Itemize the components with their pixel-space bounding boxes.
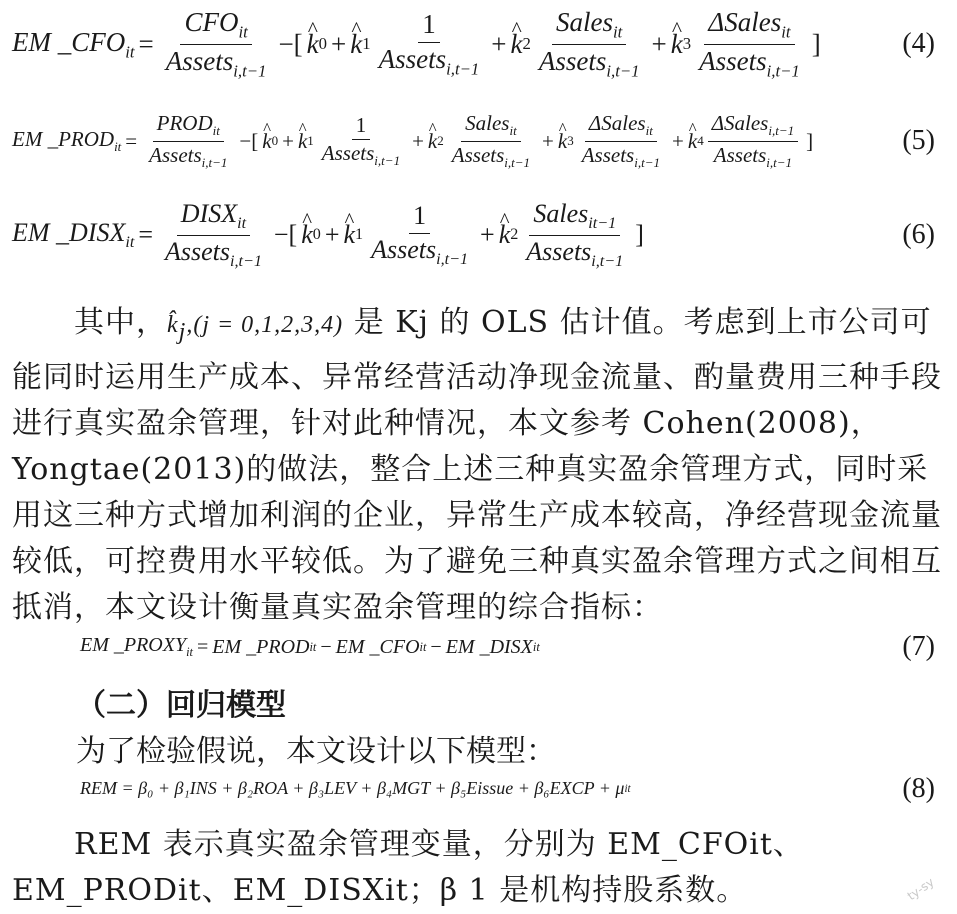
equation-8: REM = β₀ + β₁INS + β₂ROA + β₃LEV + β₄MGT + β₅Eissue + β₆EXCP + μ it (8)	[80, 772, 935, 804]
equation-number-6: (6)	[902, 219, 935, 251]
eq6-lhs: EM $\_DISX_{it}$	[12, 218, 135, 252]
equation-6: EM $\_DISX_{it}$ = $\frac{DISX_{it}}{Assets_{i,t-1}}$ −[ ^ k 0 + ^ k 1 $\frac{1}{Assets_{i,t-1}}$ + ^ k 2 $\frac{Sales_{it-1}}{Assets_{i,t-1}}$ ] (6)	[12, 200, 939, 271]
equation-5: EM $\_PROD_{it}$ = $\frac{PROD_{it}}{Assets_{i,t-1}}$ −[ ^ k 0 + ^ k 1 $\frac{1}{Assets_{i,t-1}}$ + ^ k 2 $\frac{Sales_{it}}{Assets_{i,t-1}}$ + ^ k 3 $\frac{\Delta Sales_{it}}{Assets_{i,t-1}}$ + ^ k 4 $\frac{\Delta Sales_{i,t-1}}{Assets_{i,t-1}}$ ] (5)	[12, 112, 939, 170]
equation-number-8: (8)	[902, 772, 935, 804]
eq5-lhs: EM $\_PROD_{it}$	[12, 126, 122, 155]
section-heading-regression-model: （二）回归模型	[76, 688, 286, 723]
equation-number-7: (7)	[902, 631, 935, 662]
model-intro-text: 为了检验假说，本文设计以下模型：	[76, 734, 556, 769]
paragraph-ols-description	[12, 300, 942, 631]
paragraph-2-text: REM 表示真实盈余管理变量，分别为 EM_CFOit、EM_PRODit、EM_DISXit；β 1 是机构持股系数。	[12, 827, 804, 908]
equation-4: EM $\_CFO_{it}$ = $\frac{CFO_{it}}{Assets_{i,t-1}}$ −[ ^ k 0 + ^ k 1 $\frac{1}{Assets_{i,t-1}}$ + ^ k 2 $\frac{Sales_{it}}{Assets_{i,t-1}}$ + ^ k 3 $\frac{\Delta Sales_{it}}{Assets_{i,t-1}}$ ] (4)	[12, 8, 939, 81]
eq4-lhs: EM $\_CFO_{it}$	[12, 26, 135, 61]
paragraph-rem-definition	[12, 822, 942, 914]
equation-number-5: (5)	[902, 125, 935, 156]
eq4-main-fraction: $\frac{CFO_{it}}{Assets_{i,t-1}}$	[165, 7, 267, 81]
paragraph-1-text: 其中，$k̂_j,(j = 0,1,2,3,4)$ 是 Kj 的 OLS 估计值。考虑到上市公司可能同时运用生产成本、异常经营活动净现金流量、酌量费用三种手段进行真实盈余管理，针对此种情况，本文参考 Cohen(2008)，Yongtae(2013)的做法，整合上述三种真实盈余管理方式，同时采用这三种方式增加利润的企业，异常生产成本较高，净经营现金流量较低，可控费用水平较低。为了避免三种真实盈余管理方式之间相互抵消，本文设计衡量真实盈余管理的综合指标：	[12, 305, 942, 625]
equation-number-4: (4)	[902, 28, 935, 60]
watermark: ty-sy	[904, 874, 937, 904]
equation-7: EM $\_PROXY_{it}$ = EM _PROD it − EM _CFO it − EM _DISX it (7)	[80, 631, 935, 662]
